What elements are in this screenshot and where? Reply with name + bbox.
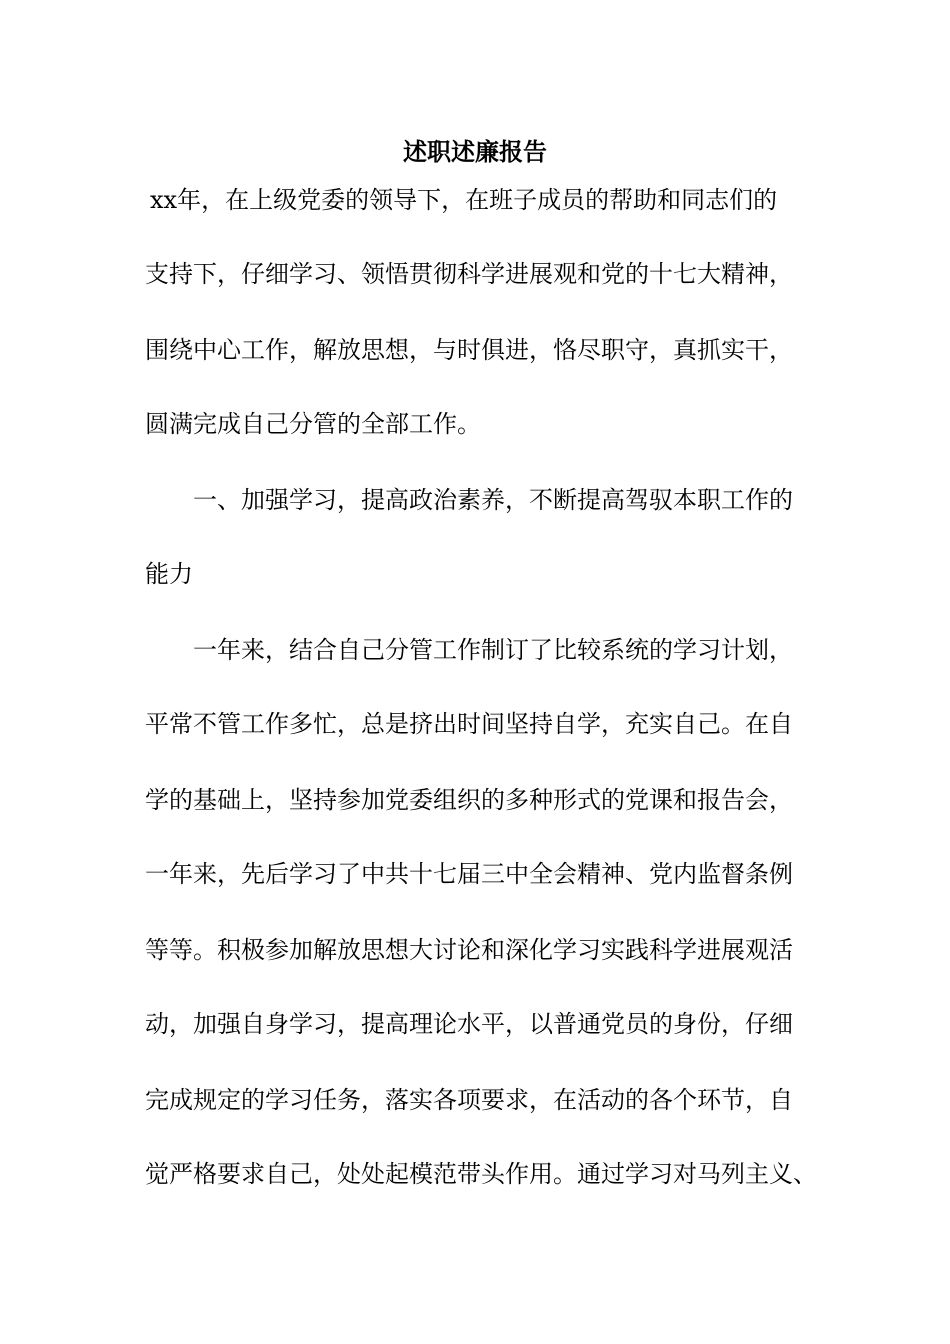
body-line: 等等。积极参加解放思想大讨论和深化学习实践科学进展观活 — [145, 936, 793, 964]
body-line: 一年来，先后学习了中共十七届三中全会精神、党内监督条例 — [145, 860, 793, 888]
body-line: 圆满完成自己分管的全部工作。 — [145, 410, 481, 438]
body-line: 学的基础上，坚持参加党委组织的多种形式的党课和报告会， — [145, 786, 793, 814]
body-line: 觉严格要求自己，处处起模范带头作用。通过学习对马列主义、 — [145, 1160, 817, 1188]
document-title: 述职述廉报告 — [403, 137, 547, 166]
body-line: 动，加强自身学习，提高理论水平，以普通党员的身份，仔细 — [145, 1010, 793, 1038]
body-line: 平常不管工作多忙，总是挤出时间坚持自学，充实自己。在自 — [145, 710, 793, 738]
body-line: 支持下，仔细学习、领悟贯彻科学进展观和党的十七大精神， — [145, 260, 793, 288]
body-line: 围绕中心工作，解放思想，与时俱进，恪尽职守，真抓实干， — [145, 336, 793, 364]
body-line: 完成规定的学习任务，落实各项要求，在活动的各个环节，自 — [145, 1086, 793, 1114]
body-line: xx年，在上级党委的领导下，在班子成员的帮助和同志们的 — [150, 186, 778, 214]
section-heading-line: 能力 — [145, 560, 193, 588]
section-heading-line: 一、加强学习，提高政治素养，不断提高驾驭本职工作的 — [193, 486, 793, 514]
body-line: 一年来，结合自己分管工作制订了比较系统的学习计划， — [193, 636, 793, 664]
